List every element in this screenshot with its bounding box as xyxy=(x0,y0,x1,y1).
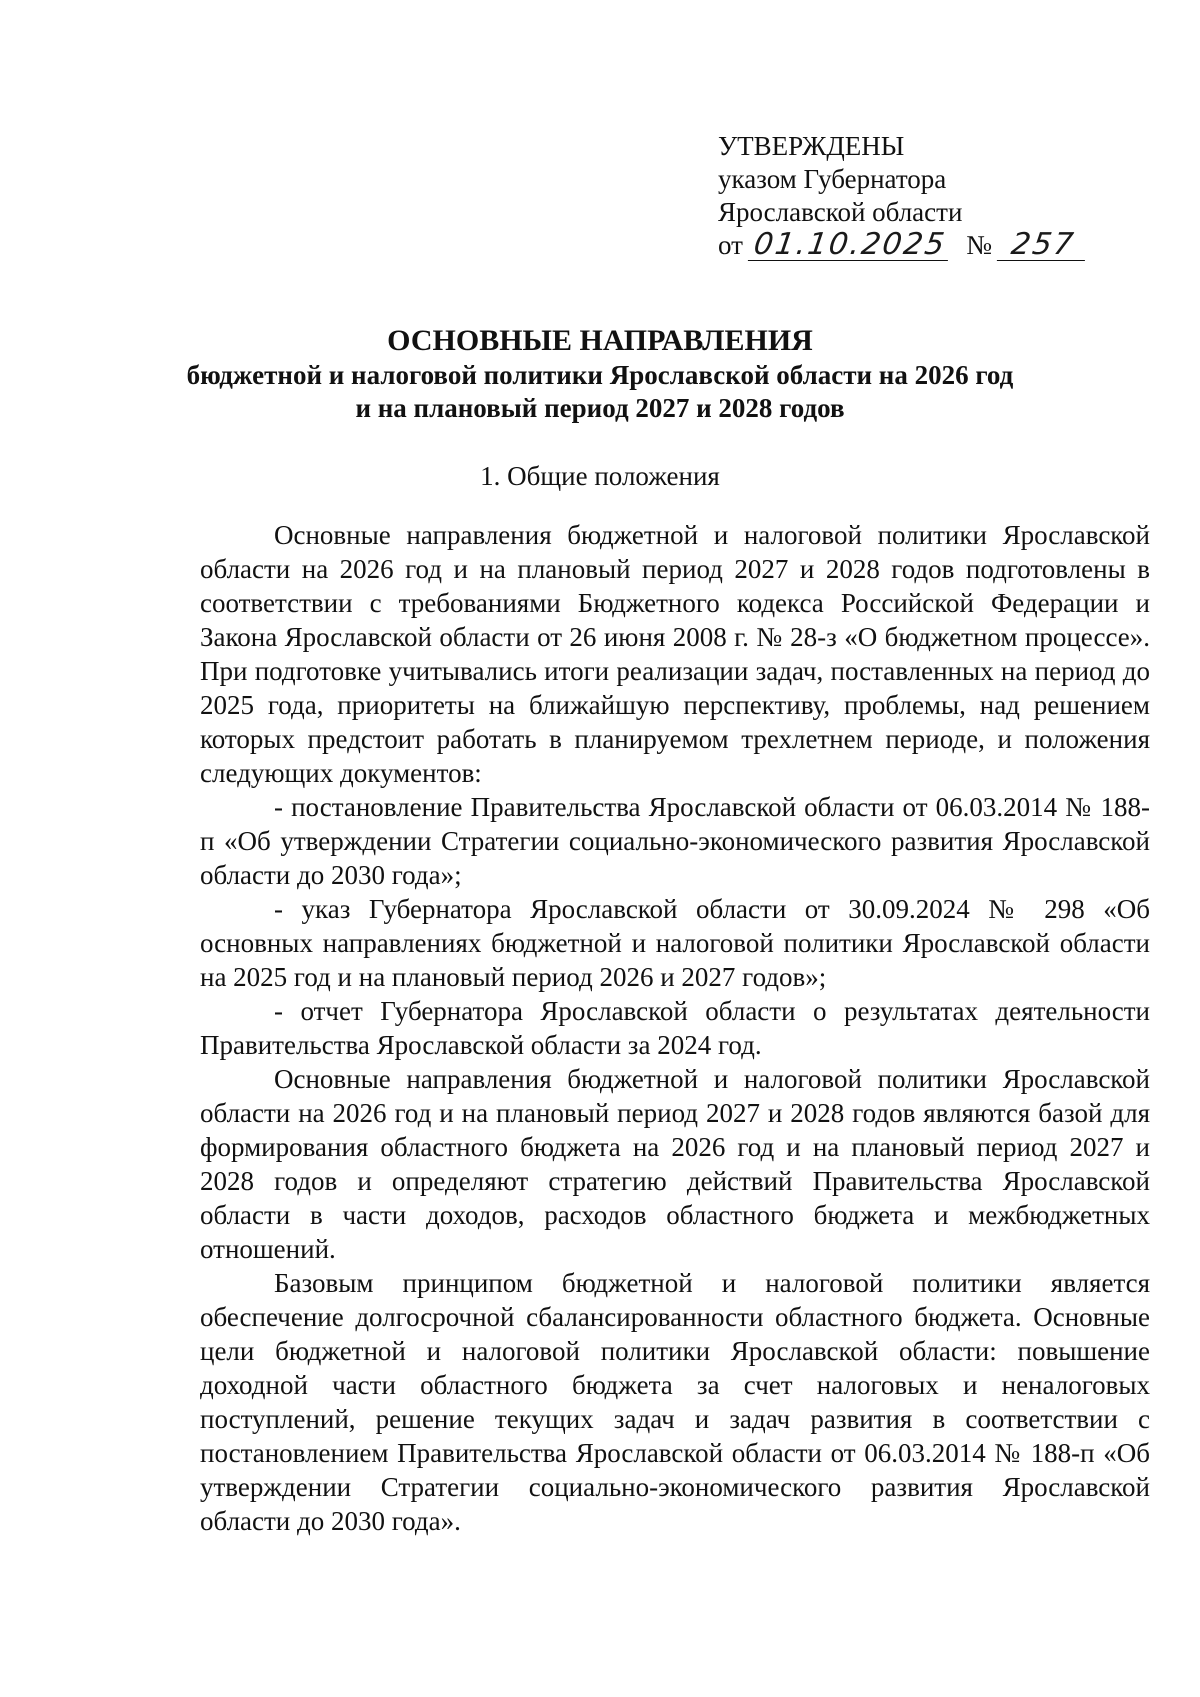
document-body xyxy=(200,518,1150,1538)
approval-date-number-row xyxy=(718,229,1087,262)
approval-line-3: Ярославской области xyxy=(718,197,963,227)
handwritten-date: 01.10.2025 xyxy=(748,230,952,261)
paragraph: Основные направления бюджетной и налоговой политики Ярославской области на 2026 год и на плановый период 2027 и 2028 годов подготовлены в соответствии с требованиями Бюджетного кодекса Российской Федерации и Закона Ярославской области от 26 июня 2008 г. № 28-з «О бюджетном процессе». При подготовке учитывались итоги реализации задач, поставленных на период до 2025 года, приоритеты на ближайшую перспективу, проблемы, над решением которых предстоит работать в планируемом трехлетнем периоде, и положения следующих документов: xyxy=(200,520,1150,788)
approval-stamp xyxy=(718,130,1087,262)
approval-line-1: УТВЕРЖДЕНЫ xyxy=(718,131,905,161)
date-prefix: от xyxy=(718,230,743,260)
approval-line-2: указом Губернатора xyxy=(718,164,947,194)
document-title xyxy=(0,323,1200,425)
paragraph: Базовым принципом бюджетной и налоговой политики является обеспечение долгосрочной сбалансированности областного бюджета. Основные цели бюджетной и налоговой политики Ярославской области: повышение доходной части областного бюджета за счет налоговых и неналоговых поступлений, решение текущих задач и задач развития в соответствии с постановлением Правительства Ярославской области от 06.03.2014 № 188-п «Об утверждении Стратегии социально-экономического развития Ярославской области до 2030 года». xyxy=(200,1268,1150,1536)
list-item: - указ Губернатора Ярославской области от 30.09.2024 № 298 «Об основных направлениях бюджетной и налоговой политики Ярославской области на 2025 год и на плановый период 2026 и 2027 годов»; xyxy=(200,894,1150,992)
paragraph: Основные направления бюджетной и налоговой политики Ярославской области на 2026 год и на плановый период 2027 и 2028 годов являются базой для формирования областного бюджета на 2026 год и на плановый период 2027 и 2028 годов и определяют стратегию действий Правительства Ярославской области в части доходов, расходов областного бюджета и межбюджетных отношений. xyxy=(200,1064,1150,1264)
handwritten-number: 257 xyxy=(997,230,1089,261)
list-item: - отчет Губернатора Ярославской области о результатах деятельности Правительства Ярославской области за 2024 год. xyxy=(200,996,1150,1060)
title-subtitle-2: и на плановый период 2027 и 2028 годов xyxy=(355,393,845,423)
title-main: ОСНОВНЫЕ НАПРАВЛЕНИЯ xyxy=(387,324,813,357)
number-prefix: № xyxy=(966,230,992,260)
list-item: - постановление Правительства Ярославской области от 06.03.2014 № 188-п «Об утверждении Стратегии социально-экономического развития Ярославской области до 2030 года»; xyxy=(200,792,1150,890)
section-heading: 1. Общие положения xyxy=(480,461,720,491)
title-subtitle-1: бюджетной и налоговой политики Ярославской области на 2026 год xyxy=(186,360,1014,390)
